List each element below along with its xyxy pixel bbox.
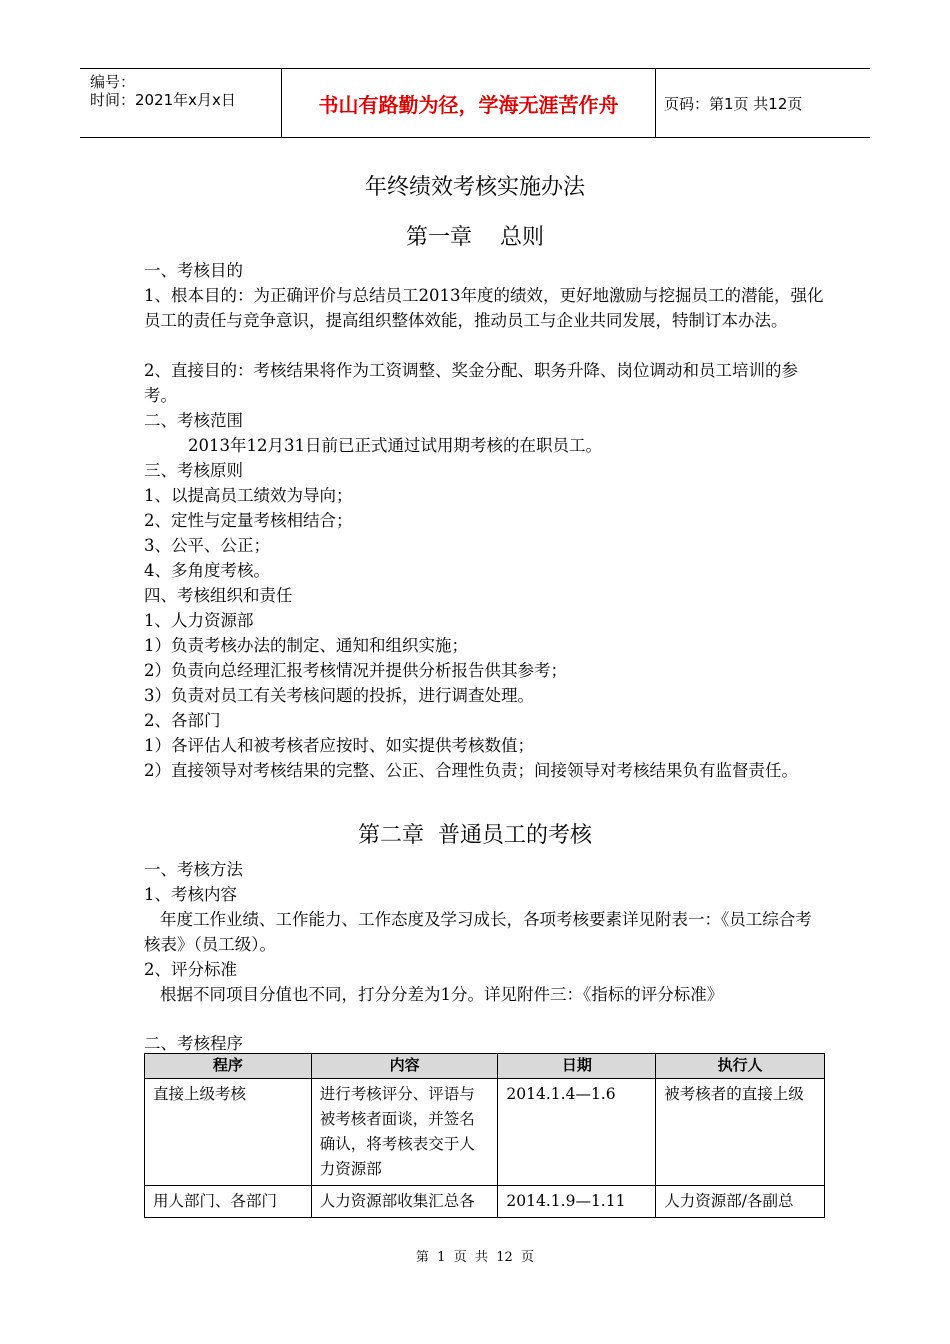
list-item: 1）负责考核办法的制定、通知和组织实施； <box>144 636 468 655</box>
table-cell: 2014.1.4—1.6 <box>498 1079 656 1186</box>
paragraph: 2、直接目的：考核结果将作为工资调整、奖金分配、职务升降、岗位调动和员工培训的参考。 <box>144 361 798 405</box>
table-cell: 2014.1.9—1.11 <box>498 1186 656 1218</box>
table-cell: 被考核者的直接上级 <box>656 1079 825 1186</box>
header-page-info: 页码：第1页 共12页 <box>664 95 803 113</box>
document-number-label: 编号： <box>90 73 136 91</box>
list-item: 1）各评估人和被考核者应按时、如实提供考核数值； <box>144 736 534 755</box>
paragraph: 根据不同项目分值也不同，打分分差为1分。详见附件三：《指标的评分标准》 <box>160 985 724 1004</box>
table-cell: 用人部门、各部门 <box>145 1186 312 1218</box>
section-heading: 二、考核范围 <box>144 411 243 430</box>
paragraph: 年度工作业绩、工作能力、工作态度及学习成长，各项考核要素详见附表一：《员工综合考核表》（员工级）。 <box>144 910 812 954</box>
list-item: 3、公平、公正； <box>144 536 270 555</box>
table-cell: 进行考核评分、评语与被考核者面谈，并签名确认，将考核表交于人力资源部 <box>311 1079 498 1186</box>
chapter-1-title: 第一章 总则 <box>406 225 544 250</box>
table-header-row <box>145 1054 825 1079</box>
chapter-2-title: 第二章 普通员工的考核 <box>358 823 592 848</box>
table-row <box>145 1186 825 1218</box>
list-item: 2）负责向总经理汇报考核情况并提供分析报告供其参考； <box>144 661 567 680</box>
page-header <box>80 68 870 138</box>
document-time-label: 时间：2021年x月x日 <box>90 91 236 109</box>
subsection-heading: 1、考核内容 <box>144 885 237 904</box>
subsection-heading: 2、各部门 <box>144 711 221 730</box>
header-meta <box>80 69 280 137</box>
section-heading: 四、考核组织和责任 <box>144 586 293 605</box>
page-footer: 第 1 页 共 12 页 <box>415 1250 535 1265</box>
table-row <box>145 1079 825 1186</box>
header-motto: 书山有路勤为径，学海无涯苦作舟 <box>281 69 656 137</box>
section-heading: 三、考核原则 <box>144 461 243 480</box>
column-header: 内容 <box>311 1054 498 1079</box>
list-item: 2）直接领导对考核结果的完整、公正、合理性负责；间接领导对考核结果负有监督责任。 <box>144 761 798 780</box>
table-cell: 人力资源部/各副总 <box>656 1186 825 1218</box>
list-item: 4、多角度考核。 <box>144 561 270 580</box>
subsection-heading: 2、评分标准 <box>144 960 237 979</box>
list-item: 3）负责对员工有关考核问题的投拆，进行调查处理。 <box>144 686 534 705</box>
document-title: 年终绩效考核实施办法 <box>364 175 585 200</box>
section-heading: 一、考核目的 <box>144 261 243 280</box>
assessment-procedure-table <box>144 1053 825 1218</box>
column-header: 程序 <box>145 1054 312 1079</box>
table-cell: 直接上级考核 <box>145 1079 312 1186</box>
column-header: 日期 <box>498 1054 656 1079</box>
list-item: 2、定性与定量考核相结合； <box>144 511 353 530</box>
paragraph: 2013年12月31日前已正式通过试用期考核的在职员工。 <box>188 436 602 455</box>
section-heading: 二、考核程序 <box>144 1034 243 1053</box>
paragraph: 1、根本目的：为正确评价与总结员工2013年度的绩效，更好地激励与挖掘员工的潜能，强化员工的责任与竞争意识，提高组织整体效能，推动员工与企业共同发展，特制订本办法。 <box>144 286 824 330</box>
column-header: 执行人 <box>656 1054 825 1079</box>
subsection-heading: 1、人力资源部 <box>144 611 254 630</box>
table-cell: 人力资源部收集汇总各 <box>311 1186 498 1218</box>
list-item: 1、以提高员工绩效为导向； <box>144 486 353 505</box>
section-heading: 一、考核方法 <box>144 860 243 879</box>
